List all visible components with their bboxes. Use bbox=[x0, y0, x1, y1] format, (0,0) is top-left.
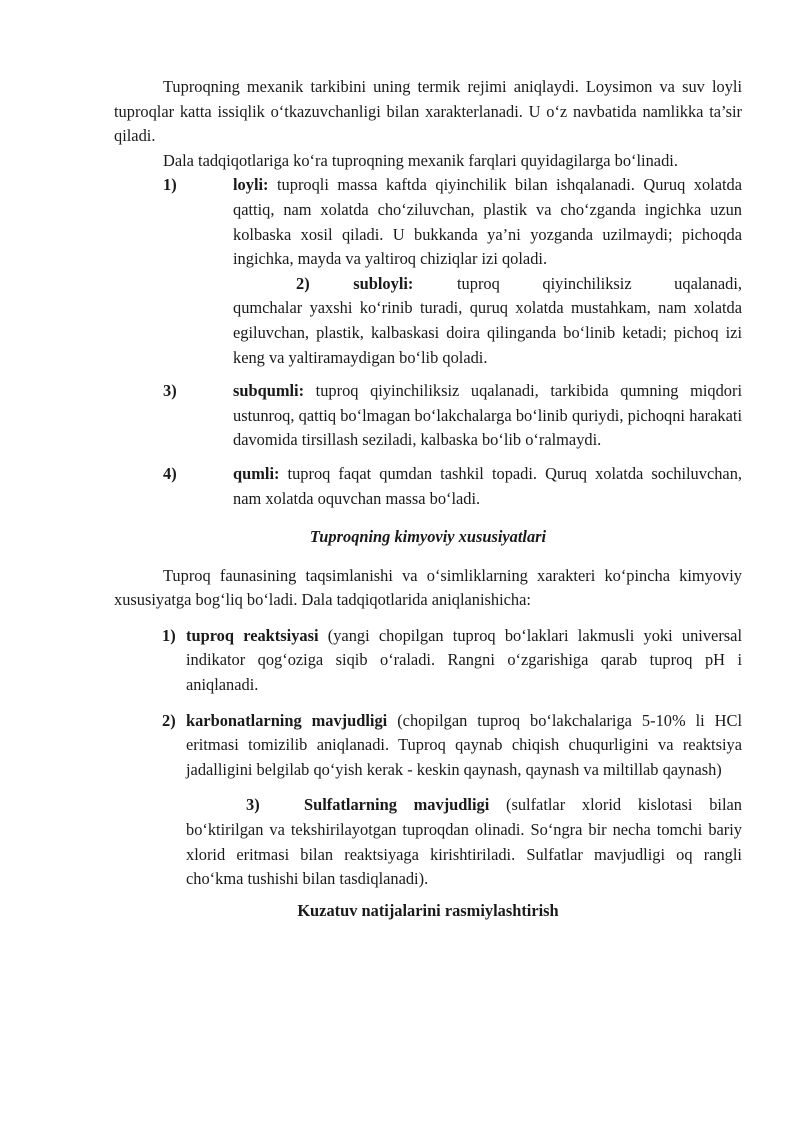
mechanical-list bbox=[114, 173, 742, 511]
list-item-term: subloyli: bbox=[353, 273, 414, 293]
list-item-term: karbonatlarning mavjudligi bbox=[186, 710, 388, 730]
list-item-text: subqumli: tuproq qiyinchiliksiz uqalanadi, tarkibida qumning miqdori ustunroq, qattiq bo‘lmagan bo‘lakchalarga bo‘linib quriydi, pichoqni harakati davomida tirsillash seziladi, kalbaska bo‘lib o‘ralmaydi. bbox=[233, 381, 742, 450]
list-item: 3) Sulfatlarning mavjudligi (sulfatlar xlorid kislotasi bilan bo‘ktirilgan va tekshirilayotgan tuproqdan olinadi. So‘ngra bir necha tomchi bariy xlorid eritmasi bilan reaktsiyaga kirishtiriladi. Sulfatlar mavjudligi oq rangli cho‘kma tushishi bilan tasdiqlanadi). bbox=[186, 795, 742, 889]
footer-heading: Kuzatuv natijalarini rasmiylashtirish bbox=[297, 900, 559, 920]
section-heading: Tuproqning kimyoviy xususiyatlari bbox=[309, 527, 547, 547]
list-item-number: 2) bbox=[296, 273, 310, 293]
list-item bbox=[114, 624, 742, 698]
list-item-number: 3) bbox=[246, 795, 260, 815]
chem-list bbox=[114, 624, 742, 892]
list-item-number: 4) bbox=[163, 463, 177, 483]
list-item bbox=[114, 462, 742, 511]
list-item-number: 2) bbox=[162, 710, 176, 730]
document-page bbox=[114, 75, 742, 923]
intro-paragraph-2: Dala tadqiqotlariga ko‘ra tuproqning mexanik farqlari quyidagilarga bo‘linadi. bbox=[163, 150, 678, 170]
list-item-number: 1) bbox=[162, 625, 176, 645]
list-item-number: 1) bbox=[163, 175, 177, 195]
list-item-term: Sulfatlarning mavjudligi bbox=[304, 795, 490, 815]
chem-intro-paragraph: Tuproq faunasining taqsimlanishi va o‘simliklarning xarakteri ko‘pincha kimyoviy xususiyatga bog‘liq bo‘ladi. Dala tadqiqotlarida aniqlanishicha: bbox=[114, 565, 742, 610]
list-item-term: tuproq reaktsiyasi bbox=[186, 625, 319, 645]
list-item-number: 3) bbox=[163, 381, 177, 401]
list-item-term: subqumli: bbox=[233, 381, 305, 401]
list-item-text: 2) subloyli: tuproq qiyinchiliksiz uqalanadi, qumchalar yaxshi ko‘rinib turadi, quruq xolatda mustahkam, nam xolatda egiluvchan, plastik, kalbaskasi doira qilinganda bo‘linib ketadi; pichoq izi keng va yaltiramaydigan bo‘lib qoladi. bbox=[233, 273, 742, 367]
intro-paragraph-1: Tuproqning mexanik tarkibini uning termik rejimi aniqlaydi. Loysimon va suv loyli tuproqlar katta issiqlik o‘tkazuvchanligi bilan xarakterlanadi. U o‘z navbatida namlikka ta’sir qiladi. bbox=[114, 77, 742, 146]
list-item bbox=[114, 272, 742, 370]
list-item-text: loyli: tuproqli massa kaftda qiyinchilik bilan ishqalanadi. Quruq xolatda qattiq, nam xolatda cho‘ziluvchan, plastik va cho‘zganda ingichka uzun kolbaska xosil qiladi. U bukkanda ya’ni yozganda uzilmaydi; pichoqda ingichka, mayda va yaltiroq chiziqlar izi qoladi. bbox=[233, 175, 742, 269]
list-item-text: tuproq reaktsiyasi (yangi chopilgan tuproq bo‘laklari lakmusli yoki universal indikator qog‘oziga siqib o‘raladi. Rangni o‘zgarishiga qarab tuproq pH i aniqlanadi. bbox=[186, 625, 742, 695]
list-item-term: loyli: bbox=[233, 175, 269, 195]
list-item-term: qumli: bbox=[233, 463, 280, 483]
list-item-text: karbonatlarning mavjudligi (chopilgan tuproq bo‘lakchalariga 5-10% li HCl eritmasi tomizilib aniqlanadi. Tuproq qaynab chiqish chuqurligini va reaktsiya jadalligini belgilab qo‘yish kerak - keskin qaynash, qaynash va miltillab qaynash) bbox=[186, 710, 743, 779]
list-item-text: qumli: tuproq faqat qumdan tashkil topadi. Quruq xolatda sochiluvchan, nam xolatda oquvchan massa bo‘ladi. bbox=[233, 463, 742, 508]
list-item bbox=[114, 379, 742, 453]
list-item bbox=[114, 709, 742, 783]
list-item bbox=[114, 173, 742, 271]
